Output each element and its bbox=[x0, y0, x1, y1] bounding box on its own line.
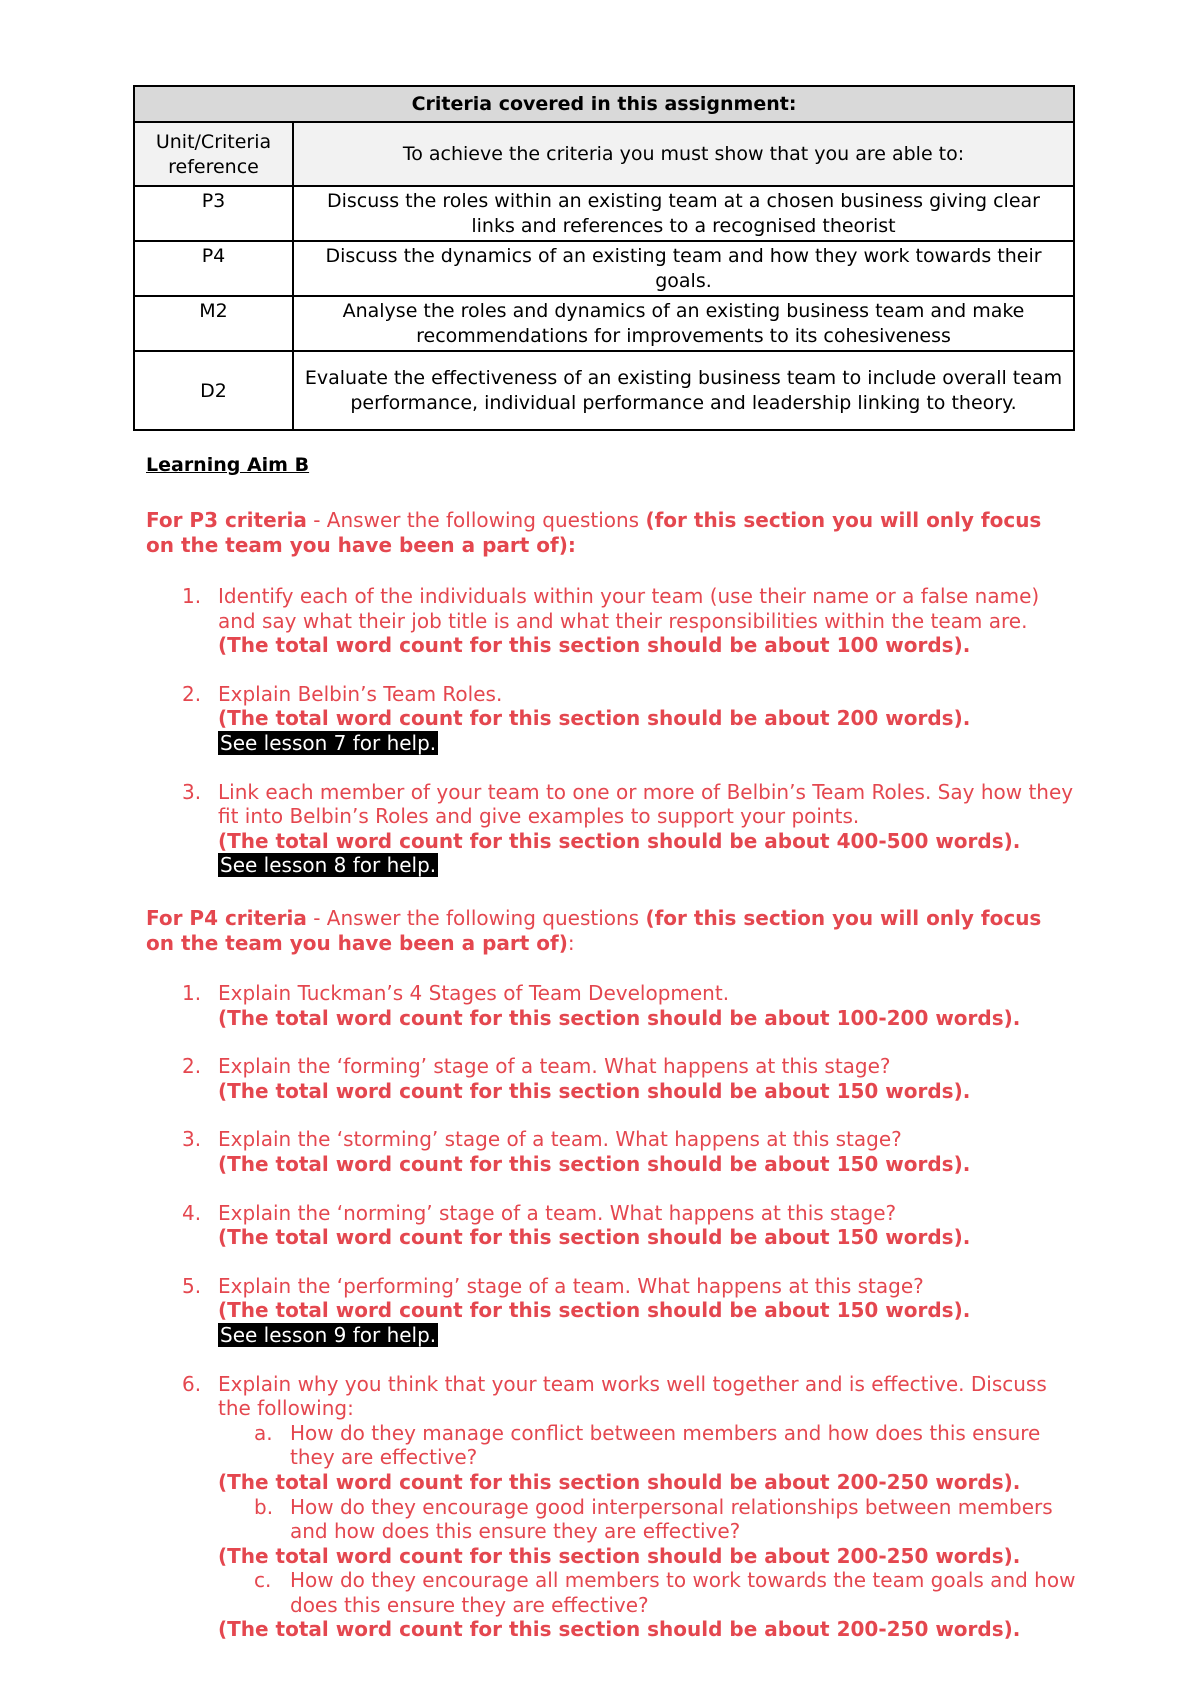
criteria-text: Analyse the roles and dynamics of an existing business team and make recommendations for improvements to its cohesiveness bbox=[293, 296, 1074, 351]
item-number: 2. bbox=[182, 1054, 202, 1079]
p4-question-list bbox=[146, 981, 1076, 1666]
item-number: 1. bbox=[182, 981, 202, 1005]
p3-intro-label: For P3 criteria bbox=[146, 508, 307, 532]
list-item bbox=[146, 981, 1076, 1030]
list-item bbox=[146, 584, 1076, 658]
list-item bbox=[146, 1372, 1076, 1643]
item-text: Link each member of your team to one or more of Belbin’s Team Roles. Say how they fit into Belbin’s Roles and give examples to support your points. bbox=[218, 779, 1074, 829]
sub-item bbox=[218, 1568, 1076, 1617]
criteria-text: Discuss the roles within an existing team at a chosen business giving clear links and references to a recognised theorist bbox=[293, 186, 1074, 241]
lesson-help-note: See lesson 7 for help. bbox=[220, 730, 437, 755]
table-row bbox=[134, 351, 1074, 430]
table-row bbox=[134, 186, 1074, 241]
column-header-reference: Unit/Criteria reference bbox=[134, 122, 293, 186]
p3-intro-focus: (for this section you will only focus on the team you have been a part of): bbox=[146, 508, 1042, 557]
p3-intro bbox=[146, 508, 1066, 558]
item-text: Explain Tuckman’s 4 Stages of Team Development. bbox=[218, 981, 730, 1005]
item-text: Explain the ‘performing’ stage of a team. What happens at this stage? bbox=[218, 1273, 924, 1298]
list-item bbox=[146, 1274, 1076, 1348]
item-number: 6. bbox=[182, 1371, 202, 1396]
criteria-ref: P4 bbox=[134, 241, 293, 296]
p4-intro-text: - Answer the following questions bbox=[306, 906, 646, 930]
criteria-text: Evaluate the effectiveness of an existing business team to include overall team performance, individual performance and leadership linking to theory. bbox=[293, 351, 1074, 430]
list-item bbox=[146, 780, 1076, 878]
sub-item bbox=[218, 1421, 1076, 1470]
table-row bbox=[134, 241, 1074, 296]
list-item bbox=[146, 682, 1076, 756]
item-text: Explain Belbin’s Team Roles. bbox=[218, 681, 503, 706]
sub-item-text: How do they manage conflict between members and how does this ensure they are effective? bbox=[290, 1420, 1041, 1470]
p4-intro-end: : bbox=[567, 931, 575, 955]
sub-item-text: How do they encourage good interpersonal relationships between members and how does this ensure they are effective? bbox=[290, 1494, 1053, 1544]
word-count-note: (The total word count for this section should be about 150 words). bbox=[218, 1298, 971, 1323]
table-title-row bbox=[134, 86, 1074, 122]
list-item bbox=[146, 1127, 1076, 1176]
word-count-note: (The total word count for this section should be about 150 words). bbox=[218, 1151, 971, 1176]
item-number: 1. bbox=[182, 584, 202, 608]
word-count-note: (The total word count for this section should be about 200-250 words). bbox=[218, 1469, 1021, 1494]
sub-item-letter: c. bbox=[254, 1568, 272, 1593]
item-number: 3. bbox=[182, 1127, 202, 1152]
lesson-help-note: See lesson 8 for help. bbox=[220, 853, 437, 878]
word-count-note: (The total word count for this section should be about 150 words). bbox=[218, 1225, 971, 1250]
list-item bbox=[146, 1054, 1076, 1103]
learning-aim-heading: Learning Aim B bbox=[146, 454, 310, 476]
item-text: Identify each of the individuals within your team (use their name or a false name) and say what their job title is and what their responsibilities within the team are. bbox=[218, 584, 1040, 633]
sub-item-letter: b. bbox=[254, 1494, 274, 1519]
word-count-note: (The total word count for this section should be about 100 words). bbox=[218, 633, 971, 658]
criteria-ref: D2 bbox=[134, 351, 293, 430]
table-header-row bbox=[134, 122, 1074, 186]
p4-intro-label: For P4 criteria bbox=[146, 906, 307, 930]
criteria-ref: P3 bbox=[134, 186, 293, 241]
item-number: 2. bbox=[182, 681, 202, 706]
criteria-ref: M2 bbox=[134, 296, 293, 351]
sub-item-text: How do they encourage all members to work towards the team goals and how does this ensure they are effective? bbox=[290, 1568, 1076, 1617]
word-count-note: (The total word count for this section should be about 200 words). bbox=[218, 706, 971, 731]
list-item bbox=[146, 1201, 1076, 1250]
p4-intro bbox=[146, 906, 1066, 956]
item-number: 5. bbox=[182, 1273, 202, 1298]
word-count-note: (The total word count for this section should be about 200-250 words). bbox=[218, 1543, 1021, 1568]
p3-intro-text: - Answer the following questions bbox=[306, 508, 646, 532]
item-text: Explain the ‘storming’ stage of a team. What happens at this stage? bbox=[218, 1127, 902, 1152]
column-header-criteria: To achieve the criteria you must show that you are able to: bbox=[293, 122, 1074, 186]
table-row bbox=[134, 296, 1074, 351]
item-number: 4. bbox=[182, 1200, 202, 1225]
word-count-note: (The total word count for this section should be about 200-250 words). bbox=[218, 1617, 1021, 1642]
item-number: 3. bbox=[182, 779, 202, 804]
table-title: Criteria covered in this assignment: bbox=[134, 86, 1074, 122]
item-text: Explain the ‘forming’ stage of a team. What happens at this stage? bbox=[218, 1054, 891, 1079]
p3-question-list bbox=[146, 584, 1076, 902]
p4-intro-focus: (for this section you will only focus on the team you have been a part of) bbox=[146, 906, 1042, 955]
item-text: Explain why you think that your team works well together and is effective. Discuss the following: bbox=[218, 1371, 1047, 1421]
sub-item bbox=[218, 1495, 1076, 1544]
word-count-note: (The total word count for this section should be about 100-200 words). bbox=[218, 1005, 1021, 1030]
criteria-text: Discuss the dynamics of an existing team and how they work towards their goals. bbox=[293, 241, 1074, 296]
lesson-help-note: See lesson 9 for help. bbox=[220, 1322, 437, 1347]
item-text: Explain the ‘norming’ stage of a team. What happens at this stage? bbox=[218, 1200, 897, 1225]
word-count-note: (The total word count for this section should be about 400-500 words). bbox=[218, 828, 1021, 853]
word-count-note: (The total word count for this section should be about 150 words). bbox=[218, 1078, 971, 1103]
sub-item-letter: a. bbox=[254, 1420, 273, 1445]
criteria-table bbox=[133, 85, 1075, 431]
